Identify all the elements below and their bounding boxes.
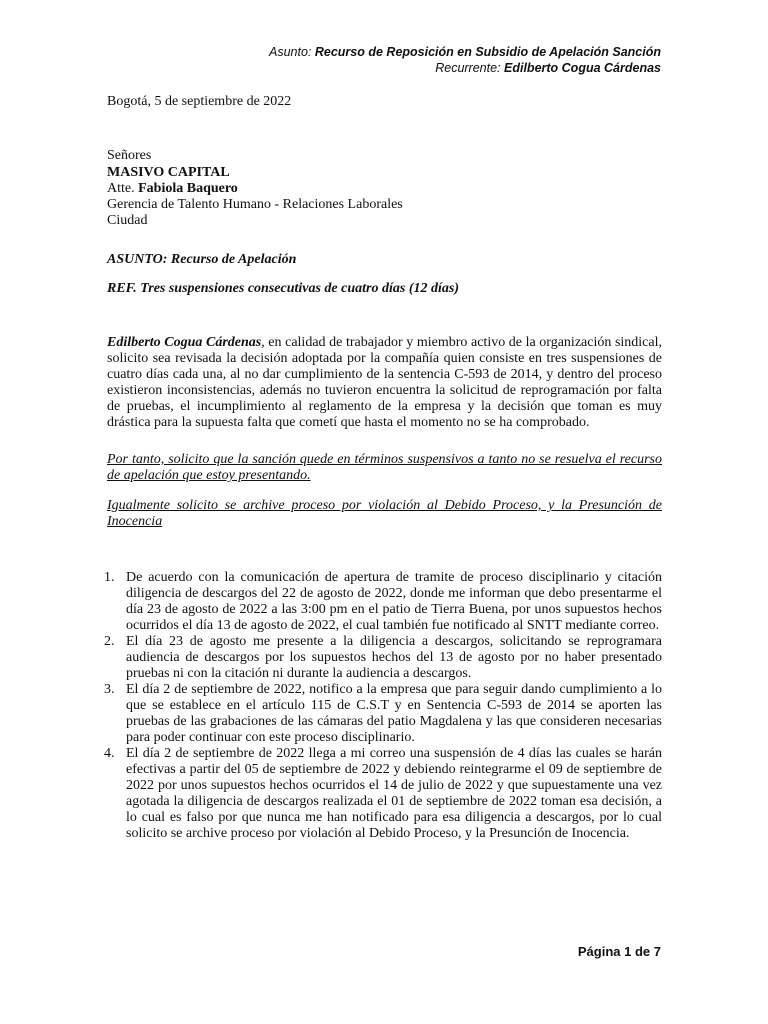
header-asunto-line (269, 44, 661, 60)
list-item-text: El día 23 de agosto me presente a la diligencia a descargos, solicitando se reprogramara audiencia de descargos por los supuestos hechos del 13 de agosto por no haber presentado pruebas ni con la citación ni durante la audiencia a descargos. (126, 634, 662, 681)
date-line: Bogotá, 5 de septiembre de 2022 (107, 94, 292, 109)
recipient-atte-label: Atte. (107, 181, 135, 196)
page-current: 1 (624, 944, 632, 959)
header-recurrente-label: Recurrente: (435, 61, 501, 75)
recipient-city: Ciudad (107, 213, 148, 228)
list-item-number: 1. (104, 570, 115, 585)
reference-line: REF. Tres suspensiones consecutivas de cuatro días (12 días) (107, 281, 459, 296)
header-asunto-label: Asunto: (268, 45, 312, 59)
header-recurrente-value: Edilberto Cogua Cárdenas (504, 61, 661, 75)
recipient-atte-name: Fabiola Baquero (138, 181, 238, 196)
list-item (104, 634, 662, 682)
document-header (269, 44, 661, 76)
list-item (104, 746, 662, 842)
page-of: de (634, 944, 651, 959)
recipient-salutation: Señores (107, 148, 152, 163)
subject-line: ASUNTO: Recurso de Apelación (107, 252, 297, 267)
request-suspension-paragraph: Por tanto, solicito que la sanción quede en términos suspensivos a tanto no se resuelva el recurso de apelación que estoy presentando. (107, 452, 662, 483)
list-item (104, 570, 662, 634)
list-item-text: El día 2 de septiembre de 2022, notifico a la empresa que para seguir dando cumplimiento a lo que se establece en el artículo 115 de C.S.T y en Sentencia C-593 de 2014 se aporten las pruebas de las grabaciones de las cámaras del patio Magdalena y las que consideren necesarias para poder continuar con este proceso disciplinario. (126, 682, 662, 745)
list-item (104, 682, 662, 746)
header-recurrente-line (269, 60, 661, 76)
list-item-number: 2. (104, 634, 115, 649)
facts-list (104, 570, 662, 842)
page-word: Página (577, 944, 621, 959)
author-name: Edilberto Cogua Cárdenas (107, 335, 262, 350)
page-number (578, 944, 661, 960)
request-archive-paragraph: Igualmente solicito se archive proceso por violación al Debido Proceso, y la Presunción de Inocencia (107, 498, 662, 529)
list-item-number: 4. (104, 746, 115, 761)
intro-paragraph (107, 335, 662, 431)
intro-text: , en calidad de trabajador y miembro activo de la organización sindical, solicito sea revisada la decisión adoptada por la compañía quien consiste en tres suspensiones de cuatro días cada una, al no dar cumplimiento de la sentencia C-593 de 2014, y dentro del proceso existieron inconsistencias, además no tuvieron encuentra la solicitud de reprogramación por falta de pruebas, el incumplimiento al reglamento de la empresa y la decisión que toman es muy drástica para la supuesta falta que cometí que hasta el momento no se ha comprobado. (107, 335, 662, 430)
header-asunto-value: Recurso de Reposición en Subsidio de Apelación Sanción (314, 45, 661, 59)
list-item-text: El día 2 de septiembre de 2022 llega a mi correo una suspensión de 4 días las cuales se harán efectivas a partir del 05 de septiembre de 2022 y debiendo reintegrarme el 09 de septiembre de 2022 por unos supuestos hechos ocurridos el 14 de julio de 2022 y que supuestamente una vez agotada la diligencia de descargos realizada el 01 de septiembre de 2022 toman esa decisión, a lo cual es falso por que nunca me han notificado para esa diligencia a descargos, por lo cual solicito se archive proceso por violación al Debido Proceso, y la Presunción de Inocencia. (126, 746, 662, 841)
recipient-company: MASIVO CAPITAL (107, 165, 230, 180)
recipient-atte (107, 181, 403, 197)
list-item-number: 3. (104, 682, 115, 697)
recipient-block (107, 148, 403, 229)
list-item-text: De acuerdo con la comunicación de apertura de tramite de proceso disciplinario y citación diligencia de descargos del 22 de agosto de 2022, donde me informan que debo presentarme el día 23 de agosto de 2022 a las 3:00 pm en el patio de Tierra Buena, por unos supuestos hechos ocurridos el día 13 de agosto de 2022, el cual también fue notificado al SNTT mediante correo. (126, 570, 662, 633)
page-total: 7 (653, 944, 661, 959)
recipient-department: Gerencia de Talento Humano - Relaciones Laborales (107, 197, 403, 212)
